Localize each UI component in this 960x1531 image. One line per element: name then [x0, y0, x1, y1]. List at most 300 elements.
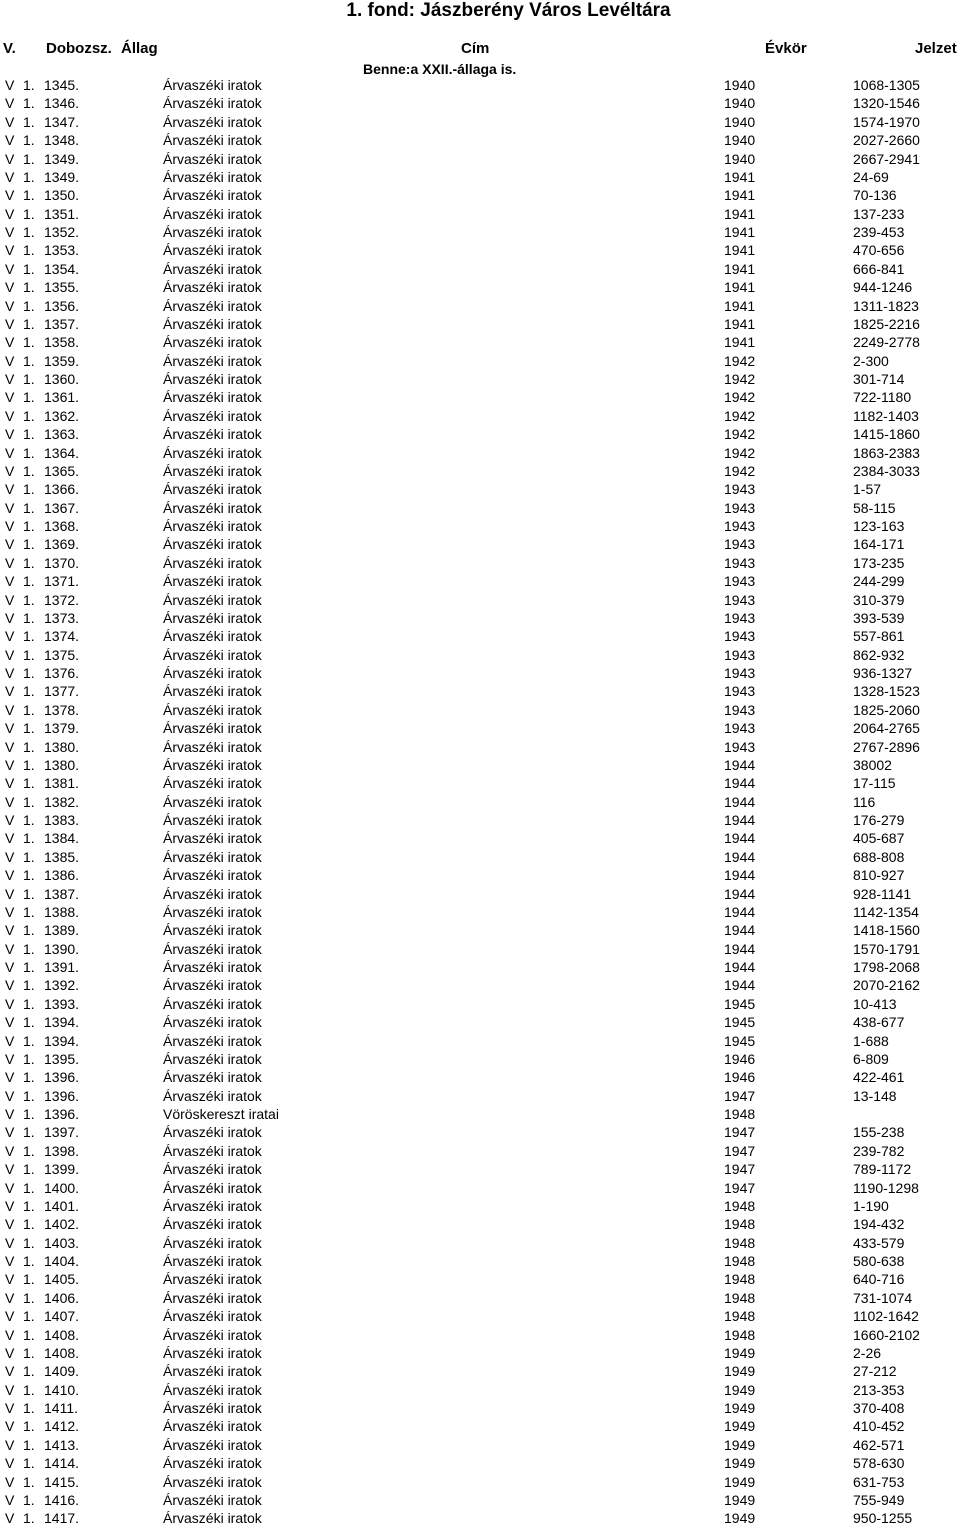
fond-number: 1.: [23, 242, 35, 259]
box-number: 1407.: [44, 1308, 80, 1325]
fond-number: 1.: [23, 775, 35, 792]
fond-number: 1.: [23, 940, 35, 957]
fond-letter: V: [5, 113, 15, 130]
column-header-cim: Cím: [461, 40, 490, 57]
record-title: Árvaszéki iratok: [163, 775, 262, 792]
record-range: 578-630: [853, 1455, 905, 1472]
box-number: 1392.: [44, 977, 80, 994]
record-year: 1943: [724, 738, 756, 755]
record-range: 410-452: [853, 1418, 905, 1435]
fond-number: 1.: [23, 1179, 35, 1196]
fond-letter: V: [5, 1510, 15, 1527]
record-year: 1948: [724, 1106, 756, 1122]
record-title: Árvaszéki iratok: [163, 407, 262, 424]
column-header-v: V.: [3, 40, 16, 57]
table-row: [0, 774, 960, 792]
record-range: 1068-1305: [853, 77, 920, 93]
table-row: [0, 738, 960, 756]
record-range: 470-656: [853, 242, 905, 259]
record-range: 862-932: [853, 646, 905, 663]
record-year: 1943: [724, 518, 756, 534]
box-number: 1363.: [44, 426, 80, 443]
table-row: [0, 352, 960, 370]
fond-letter: V: [5, 132, 15, 149]
table-row: [0, 1362, 960, 1380]
record-year: 1941: [724, 315, 756, 332]
record-year: 1944: [724, 756, 756, 773]
fond-number: 1.: [23, 867, 35, 884]
fond-number: 1.: [23, 1087, 35, 1104]
fond-number: 1.: [23, 793, 35, 810]
box-number: 1362.: [44, 407, 80, 424]
record-range: 194-432: [853, 1216, 905, 1233]
record-title: Árvaszéki iratok: [163, 1473, 262, 1490]
fond-number: 1.: [23, 1491, 35, 1508]
table-row: [0, 1105, 960, 1123]
fond-letter: V: [5, 940, 15, 957]
fond-letter: V: [5, 554, 15, 571]
fond-number: 1.: [23, 132, 35, 149]
record-title: Árvaszéki iratok: [163, 1087, 262, 1104]
record-range: 433-579: [853, 1234, 905, 1251]
record-range: 722-1180: [853, 389, 912, 406]
fond-letter: V: [5, 1142, 15, 1159]
fond-letter: V: [5, 1271, 15, 1288]
fond-number: 1.: [23, 609, 35, 626]
record-range: 1-190: [853, 1197, 889, 1214]
fond-number: 1.: [23, 1106, 35, 1122]
record-title: Árvaszéki iratok: [163, 885, 262, 902]
record-title: Árvaszéki iratok: [163, 113, 262, 130]
box-number: 1414.: [44, 1455, 80, 1472]
fond-number: 1.: [23, 903, 35, 920]
table-row: [0, 1234, 960, 1252]
fond-number: 1.: [23, 628, 35, 645]
box-number: 1400.: [44, 1179, 80, 1196]
box-number: 1403.: [44, 1234, 80, 1251]
box-number: 1380.: [44, 756, 80, 773]
fond-letter: V: [5, 205, 15, 222]
record-range: 438-677: [853, 1014, 905, 1031]
record-year: 1943: [724, 646, 756, 663]
box-number: 1371.: [44, 573, 80, 590]
record-year: 1940: [724, 132, 756, 149]
column-header-jelzet: Jelzet: [915, 40, 957, 57]
box-number: 1401.: [44, 1197, 80, 1214]
box-number: 1365.: [44, 462, 80, 479]
box-number: 1386.: [44, 867, 80, 884]
fond-letter: V: [5, 720, 15, 737]
record-year: 1943: [724, 683, 756, 700]
record-year: 1944: [724, 922, 756, 939]
fond-letter: V: [5, 1087, 15, 1104]
record-year: 1944: [724, 977, 756, 994]
table-row: [0, 113, 960, 131]
record-title: Árvaszéki iratok: [163, 95, 262, 112]
record-range: 176-279: [853, 812, 905, 828]
table-row: [0, 223, 960, 241]
record-title: Árvaszéki iratok: [163, 940, 262, 957]
fond-letter: V: [5, 1106, 15, 1122]
box-number: 1410.: [44, 1381, 80, 1398]
record-year: 1941: [724, 224, 756, 240]
record-title: Árvaszéki iratok: [163, 444, 262, 461]
fond-letter: V: [5, 1124, 15, 1141]
table-row: [0, 609, 960, 627]
fond-letter: V: [5, 462, 15, 479]
box-number: 1409.: [44, 1363, 80, 1380]
table-row: [0, 811, 960, 829]
fond-letter: V: [5, 609, 15, 626]
fond-number: 1.: [23, 279, 35, 296]
record-year: 1947: [724, 1179, 756, 1196]
record-year: 1949: [724, 1400, 756, 1416]
box-number: 1382.: [44, 793, 80, 810]
fond-letter: V: [5, 591, 15, 608]
record-title: Árvaszéki iratok: [163, 518, 262, 534]
fond-number: 1.: [23, 444, 35, 461]
box-number: 1399.: [44, 1161, 80, 1178]
table-row: [0, 995, 960, 1013]
fond-letter: V: [5, 499, 15, 516]
record-title: Árvaszéki iratok: [163, 132, 262, 149]
fond-letter: V: [5, 518, 15, 534]
box-number: 1364.: [44, 444, 80, 461]
fond-letter: V: [5, 1161, 15, 1178]
fond-letter: V: [5, 371, 15, 387]
fond-number: 1.: [23, 720, 35, 737]
fond-letter: V: [5, 756, 15, 773]
fond-number: 1.: [23, 738, 35, 755]
record-title: Árvaszéki iratok: [163, 1124, 262, 1141]
fond-letter: V: [5, 701, 15, 718]
box-number: 1387.: [44, 885, 80, 902]
box-number: 1353.: [44, 242, 80, 259]
fond-letter: V: [5, 224, 15, 240]
fond-letter: V: [5, 1032, 15, 1049]
fond-number: 1.: [23, 1455, 35, 1472]
record-range: 640-716: [853, 1271, 905, 1288]
box-number: 1372.: [44, 591, 80, 608]
record-title: Árvaszéki iratok: [163, 646, 262, 663]
fond-number: 1.: [23, 756, 35, 773]
fond-number: 1.: [23, 1418, 35, 1435]
record-title: Árvaszéki iratok: [163, 1381, 262, 1398]
record-year: 1943: [724, 665, 756, 681]
table-row: [0, 1344, 960, 1362]
box-number: 1385.: [44, 848, 80, 865]
fond-letter: V: [5, 1473, 15, 1490]
table-row: [0, 1417, 960, 1435]
record-title: Árvaszéki iratok: [163, 1197, 262, 1214]
fond-letter: V: [5, 536, 15, 553]
table-row: [0, 701, 960, 719]
record-year: 1947: [724, 1124, 756, 1141]
fond-number: 1.: [23, 1271, 35, 1288]
fond-letter: V: [5, 334, 15, 351]
fond-number: 1.: [23, 352, 35, 369]
record-title: Árvaszéki iratok: [163, 720, 262, 737]
record-year: 1946: [724, 1069, 756, 1086]
fond-number: 1.: [23, 315, 35, 332]
box-number: 1377.: [44, 683, 80, 700]
table-row: [0, 1399, 960, 1417]
fond-number: 1.: [23, 573, 35, 590]
table-row: [0, 885, 960, 903]
fond-number: 1.: [23, 1142, 35, 1159]
table-row: [0, 1215, 960, 1233]
table-row: [0, 1436, 960, 1454]
record-title: Árvaszéki iratok: [163, 812, 262, 828]
box-number: 1354.: [44, 260, 80, 277]
record-year: 1948: [724, 1197, 756, 1214]
fond-number: 1.: [23, 830, 35, 847]
record-range: 2064-2765: [853, 720, 920, 737]
table-row: [0, 719, 960, 737]
record-title: Árvaszéki iratok: [163, 756, 262, 773]
record-title: Árvaszéki iratok: [163, 499, 262, 516]
record-year: 1944: [724, 867, 756, 884]
fond-letter: V: [5, 1344, 15, 1361]
table-row: [0, 168, 960, 186]
record-year: 1949: [724, 1473, 756, 1490]
column-header-evkor: Évkör: [765, 40, 807, 57]
table-row: [0, 1289, 960, 1307]
fond-number: 1.: [23, 1363, 35, 1380]
record-range: 10-413: [853, 995, 897, 1012]
record-year: 1949: [724, 1418, 756, 1435]
record-title: Árvaszéki iratok: [163, 77, 262, 93]
box-number: 1357.: [44, 315, 80, 332]
box-number: 1415.: [44, 1473, 80, 1490]
table-row: [0, 1491, 960, 1509]
record-title: Árvaszéki iratok: [163, 1161, 262, 1178]
box-number: 1396.: [44, 1087, 80, 1104]
table-row: [0, 1179, 960, 1197]
table-row: [0, 664, 960, 682]
record-year: 1941: [724, 242, 756, 259]
fond-number: 1.: [23, 205, 35, 222]
fond-number: 1.: [23, 1473, 35, 1490]
record-title: Árvaszéki iratok: [163, 462, 262, 479]
record-year: 1942: [724, 444, 756, 461]
fond-number: 1.: [23, 389, 35, 406]
record-title: Árvaszéki iratok: [163, 995, 262, 1012]
record-title: Árvaszéki iratok: [163, 205, 262, 222]
record-year: 1942: [724, 426, 756, 443]
box-number: 1416.: [44, 1491, 80, 1508]
box-number: 1417.: [44, 1510, 80, 1527]
table-row: [0, 517, 960, 535]
fond-letter: V: [5, 481, 15, 498]
record-year: 1942: [724, 462, 756, 479]
box-number: 1408.: [44, 1326, 80, 1343]
box-number: 1352.: [44, 224, 80, 240]
table-row: [0, 1270, 960, 1288]
table-row: [0, 370, 960, 388]
box-number: 1412.: [44, 1418, 80, 1435]
record-year: 1940: [724, 113, 756, 130]
fond-letter: V: [5, 426, 15, 443]
record-year: 1945: [724, 995, 756, 1012]
fond-number: 1.: [23, 1069, 35, 1086]
record-range: 310-379: [853, 591, 905, 608]
table-row: [0, 186, 960, 204]
record-title: Árvaszéki iratok: [163, 665, 262, 681]
fond-number: 1.: [23, 812, 35, 828]
record-title: Árvaszéki iratok: [163, 1436, 262, 1453]
record-title: Árvaszéki iratok: [163, 683, 262, 700]
record-range: 1142-1354: [853, 903, 919, 920]
fond-number: 1.: [23, 1050, 35, 1067]
box-number: 1393.: [44, 995, 80, 1012]
fond-number: 1.: [23, 224, 35, 240]
record-title: Árvaszéki iratok: [163, 1142, 262, 1159]
record-title: Árvaszéki iratok: [163, 1418, 262, 1435]
table-row: [0, 1381, 960, 1399]
box-number: 1391.: [44, 959, 80, 975]
record-range: 1825-2060: [853, 701, 920, 718]
record-range: 239-453: [853, 224, 905, 240]
record-range: 239-782: [853, 1142, 905, 1159]
record-range: 2-26: [853, 1344, 882, 1361]
table-row: [0, 499, 960, 517]
record-year: 1949: [724, 1381, 756, 1398]
record-title: Árvaszéki iratok: [163, 1326, 262, 1343]
record-title: Árvaszéki iratok: [163, 371, 262, 387]
fond-letter: V: [5, 793, 15, 810]
box-number: 1384.: [44, 830, 80, 847]
table-row: [0, 1050, 960, 1068]
box-number: 1361.: [44, 389, 80, 406]
fond-number: 1.: [23, 1436, 35, 1453]
record-year: 1941: [724, 205, 756, 222]
records-list: [0, 76, 960, 1528]
box-number: 1405.: [44, 1271, 80, 1288]
record-title: Árvaszéki iratok: [163, 150, 262, 167]
record-year: 1948: [724, 1253, 756, 1269]
record-title: Árvaszéki iratok: [163, 1289, 262, 1306]
table-row: [0, 278, 960, 296]
record-range: 213-353: [853, 1381, 905, 1398]
record-title: Árvaszéki iratok: [163, 1400, 262, 1416]
fond-number: 1.: [23, 1216, 35, 1233]
table-row: [0, 535, 960, 553]
fond-number: 1.: [23, 1161, 35, 1178]
record-range: 405-687: [853, 830, 905, 847]
fond-number: 1.: [23, 977, 35, 994]
fond-letter: V: [5, 977, 15, 994]
record-title: Árvaszéki iratok: [163, 959, 262, 975]
record-year: 1942: [724, 371, 756, 387]
fond-number: 1.: [23, 1253, 35, 1269]
record-title: Árvaszéki iratok: [163, 1253, 262, 1269]
box-number: 1406.: [44, 1289, 80, 1306]
record-range: 1182-1403: [853, 407, 919, 424]
fond-number: 1.: [23, 995, 35, 1012]
table-row: [0, 682, 960, 700]
fond-letter: V: [5, 297, 15, 314]
fond-letter: V: [5, 315, 15, 332]
box-number: 1367.: [44, 499, 80, 516]
record-year: 1946: [724, 1050, 756, 1067]
fond-number: 1.: [23, 1326, 35, 1343]
table-row: [0, 76, 960, 94]
fond-number: 1.: [23, 95, 35, 112]
fond-letter: V: [5, 922, 15, 939]
table-row: [0, 150, 960, 168]
record-year: 1948: [724, 1326, 756, 1343]
record-range: 301-714: [853, 371, 905, 387]
table-row: [0, 1123, 960, 1141]
record-year: 1943: [724, 536, 756, 553]
record-year: 1944: [724, 793, 756, 810]
table-row: [0, 1087, 960, 1105]
box-number: 1347.: [44, 113, 80, 130]
record-range: 1863-2383: [853, 444, 920, 461]
record-range: 631-753: [853, 1473, 905, 1490]
fond-number: 1.: [23, 1289, 35, 1306]
record-title: Árvaszéki iratok: [163, 1050, 262, 1067]
record-range: 17-115: [853, 775, 896, 792]
box-number: 1398.: [44, 1142, 80, 1159]
box-number: 1360.: [44, 371, 80, 387]
column-header-allag: Állag: [121, 40, 158, 57]
record-range: 1798-2068: [853, 959, 920, 975]
column-header-dobozsz: Dobozsz.: [46, 40, 112, 57]
record-title: Árvaszéki iratok: [163, 187, 262, 204]
record-range: 2384-3033: [853, 462, 920, 479]
fond-letter: V: [5, 1179, 15, 1196]
record-range: 755-949: [853, 1491, 905, 1508]
box-number: 1351.: [44, 205, 80, 222]
record-title: Árvaszéki iratok: [163, 389, 262, 406]
record-title: Árvaszéki iratok: [163, 1455, 262, 1472]
fond-letter: V: [5, 1400, 15, 1416]
record-range: 666-841: [853, 260, 905, 277]
table-row: [0, 480, 960, 498]
record-range: 2-300: [853, 352, 889, 369]
record-title: Árvaszéki iratok: [163, 1234, 262, 1251]
record-range: 1-57: [853, 481, 882, 498]
record-range: 370-408: [853, 1400, 905, 1416]
record-range: 2667-2941: [853, 150, 920, 167]
table-row: [0, 646, 960, 664]
record-range: 2027-2660: [853, 132, 920, 149]
fond-letter: V: [5, 903, 15, 920]
fond-letter: V: [5, 867, 15, 884]
fond-letter: V: [5, 1216, 15, 1233]
record-year: 1943: [724, 499, 756, 516]
fond-number: 1.: [23, 168, 35, 185]
record-range: 393-539: [853, 609, 905, 626]
record-range: 173-235: [853, 554, 905, 571]
record-year: 1944: [724, 812, 756, 828]
fond-number: 1.: [23, 1400, 35, 1416]
fond-letter: V: [5, 389, 15, 406]
box-number: 1376.: [44, 665, 80, 681]
record-year: 1947: [724, 1087, 756, 1104]
record-year: 1940: [724, 150, 756, 167]
record-title: Árvaszéki iratok: [163, 1271, 262, 1288]
table-row: [0, 1197, 960, 1215]
fond-letter: V: [5, 995, 15, 1012]
fond-letter: V: [5, 444, 15, 461]
table-row: [0, 407, 960, 425]
record-title: Árvaszéki iratok: [163, 1014, 262, 1031]
fond-number: 1.: [23, 1014, 35, 1031]
fond-letter: V: [5, 1418, 15, 1435]
